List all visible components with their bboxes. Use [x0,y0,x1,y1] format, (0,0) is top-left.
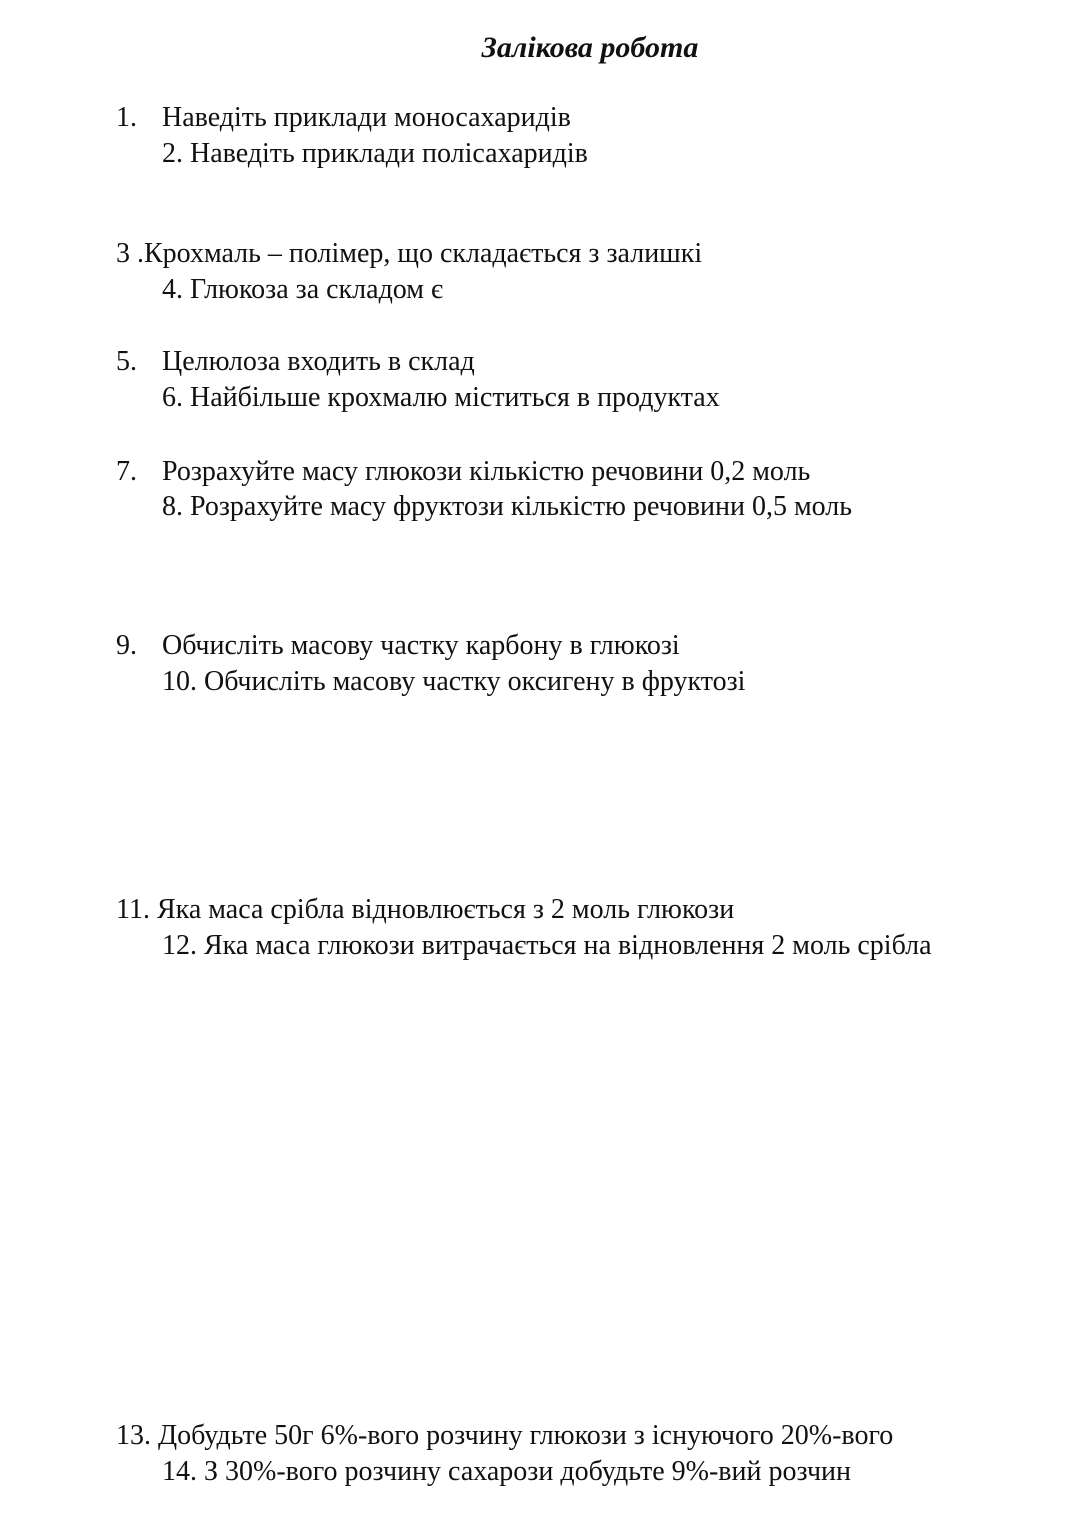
question-text: 6. Найбільше крохмалю міститься в продуктах [162,382,720,413]
question-text: Целюлоза входить в склад [162,346,475,377]
question-number: 7. [116,456,137,487]
question-number: 9. [116,630,137,661]
question-text: 11. Яка маса срібла відновлюється з 2 моль глюкози [116,894,735,925]
question-11 [116,893,734,927]
question-text: 3 .Крохмаль – полімер, що складається з залишкі [116,238,703,269]
question-text: Обчисліть масову частку карбону в глюкозі [162,630,680,661]
question-13 [116,1419,893,1453]
question-3 [116,237,702,271]
document-title: Залікова робота [481,31,699,64]
question-text: 4. Глюкоза за складом є [162,274,444,305]
question-text: Розрахуйте масу глюкози кількістю речовини 0,2 моль [162,456,811,487]
question-number: 1. [116,102,137,133]
question-number: 5. [116,346,137,377]
question-text: 8. Розрахуйте масу фруктози кількістю речовини 0,5 моль [162,491,853,522]
question-text: 13. Добудьте 50г 6%-вого розчину глюкози з існуючого 20%-вого [116,1420,894,1451]
question-text: 12. Яка маса глюкози витрачається на відновлення 2 моль срібла [162,930,932,961]
question-text: 10. Обчисліть масову частку оксигену в фруктозі [162,666,746,697]
question-text: Наведіть приклади моносахаридів [162,102,571,133]
question-text: 2. Наведіть приклади полісахаридів [162,138,588,169]
question-text: 14. З 30%-вого розчину сахарози добудьте 9%-вий розчин [162,1456,852,1487]
